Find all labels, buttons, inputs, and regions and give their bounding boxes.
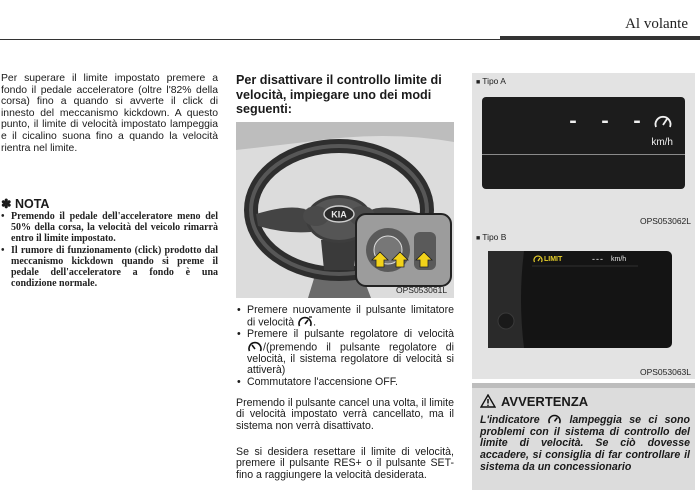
warning-title [480, 394, 588, 409]
nota-heading: ✽ NOTA [1, 197, 50, 211]
intro-paragraph: Per superare il limite impostato premere a fondo il pedale acceleratore (oltre l'82% della corsa) fino a quando si avverte il click di innesto del meccanismo kickdown. A questo punto, il limite di velocità impostato lampeggia e il cicalino suona fino a quando la velocità rientra nel limite. [1, 73, 218, 154]
tipo-a-label: ■ Tipo A [476, 76, 506, 86]
warning-box [472, 383, 695, 490]
list-item [236, 305, 454, 329]
cancel-paragraph: Premendo il pulsante cancel una volta, il limite di velocità impostato verrà cancellato, ma il sistema non verrà disattivato. [236, 397, 454, 432]
steering-wheel-illustration [236, 122, 454, 298]
speed-unit: km/h [651, 137, 673, 148]
warning-text-start: L'indicatore [480, 413, 540, 426]
nota-list [1, 211, 218, 289]
limit-indicator: LIMIT [544, 256, 563, 263]
header-rule [0, 39, 500, 40]
speed-limiter-icon [533, 255, 543, 264]
warning-triangle-icon [480, 394, 496, 408]
speed-dashes: - - - [566, 111, 647, 134]
speed-limiter-icon [653, 114, 673, 131]
display-divider [482, 154, 685, 155]
tipo-a-panel [472, 73, 695, 229]
page-title: Al volante [625, 16, 688, 32]
tipo-b-display [488, 251, 672, 348]
nota-item: • Premendo il pedale dell'acceleratore meno del 50% della corsa, la velocità del veicolo rimarrà entro il limite impostato. [1, 211, 218, 245]
tipo-b-label: ■ Tipo B [476, 232, 506, 242]
speed-dashes: --- [592, 254, 604, 264]
figure-code: OPS053063L [639, 367, 691, 377]
warning-text-rest: lampeggia se ci sono problemi con il sistema di controllo del limite di velocità. Se ciò dovesse accadere, si consiglia di far controllare il sistema da un concessionario [480, 413, 690, 473]
tipo-a-display [482, 97, 685, 189]
reset-paragraph: Se si desidera resettare il limite di velocità, premere il pulsante RES+ o il pulsante SET- fino a raggiungere la velocità desiderata. [236, 446, 454, 481]
speed-unit: km/h [611, 256, 627, 263]
figure-code: OPS053062L [639, 216, 691, 226]
disable-methods-list [236, 305, 454, 388]
list-item [236, 329, 454, 376]
speed-limiter-icon [547, 414, 562, 426]
header-rule-accent [500, 36, 700, 40]
section-heading: Per disattivare il controllo limite di velocità, impiegare uno dei modi seguenti: [236, 73, 442, 116]
figure-code: OPS053061L [396, 285, 448, 295]
bullet-end: . [313, 316, 317, 329]
bullet-text: Premere nuovamente il pulsante limitatore di velocità [247, 304, 454, 329]
bullet-text: Premere il pulsante regolatore di velocità [247, 328, 454, 341]
warning-title-text: AVVERTENZA [501, 394, 589, 409]
svg-text:KIA: KIA [331, 209, 347, 220]
bullet-text-cont: /(premendo il pulsante regolatore di velocità, il sistema regolatore di velocità si attiverà) [247, 341, 454, 377]
steering-wheel-figure [236, 122, 454, 298]
cluster-background [488, 251, 672, 348]
warning-text [480, 414, 690, 474]
tipo-b-panel [472, 229, 695, 379]
list-item: • Commutatore l'accensione OFF. [236, 377, 454, 388]
nota-item: • Il rumore di funzionamento (click) prodotto dal meccanismo kickdown quando si preme il pedale dell'acceleratore a fondo è una condizione normale. [1, 245, 218, 290]
